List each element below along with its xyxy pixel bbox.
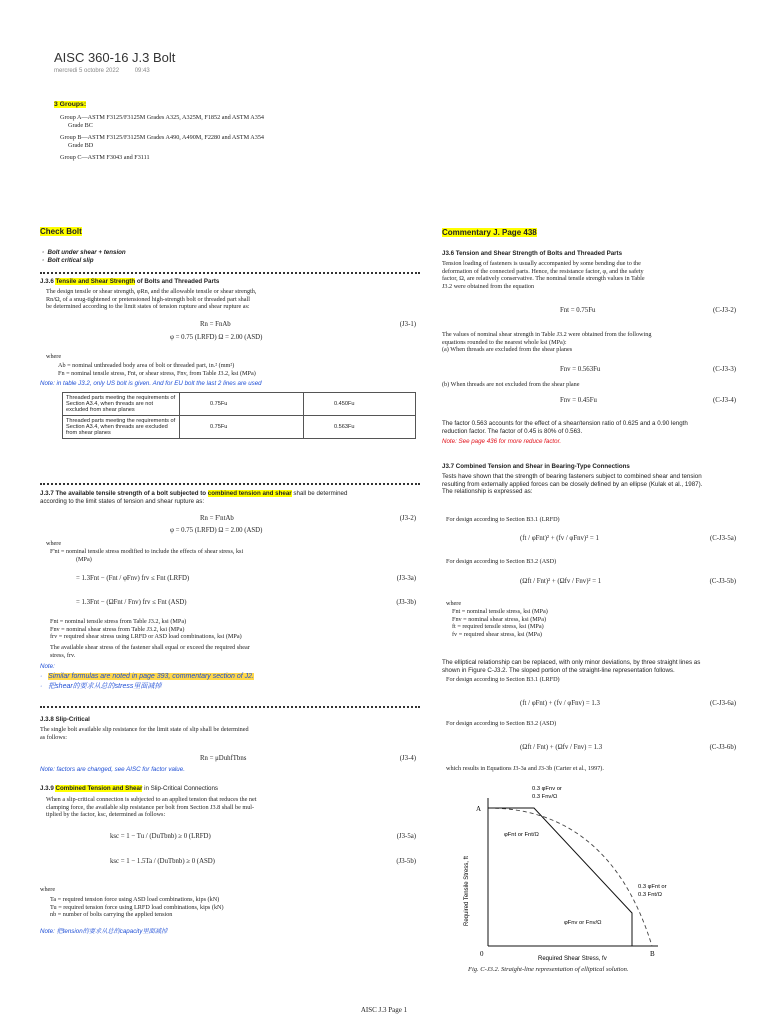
eq-j3-2: Rn = F'ntAb (200, 515, 234, 522)
check-bolt-heading: Check Bolt (40, 227, 82, 236)
note-j37-bullets: · Similar formulas are noted in page 393, commentary section of J2. · 把shear的要求从总的stress里面减掉 (40, 673, 254, 690)
label-top-1: 0.3 φFnv or (532, 786, 562, 792)
table-cell: Threaded parts meeting the requirements of Section A3.4, when threads are not excluded from shear planes (63, 393, 180, 416)
check-bolt-bullets (42, 249, 126, 264)
eq-c-j3-6b: (Ωft / Fnt) + (Ωfv / Fnv) = 1.3 (520, 744, 603, 751)
table-cell: 0.563Fu (304, 416, 416, 439)
c-j37-defs: Fnt = nominal tensile stress, ksi (MPa) Fnv = nominal shear stress, ksi (MPa) ft = required tensile stress, ksi (MPa) fv = required shear stress, ksi (MPa) (452, 608, 548, 638)
c-j36-body-2: The values of nominal shear strength in Table J3.2 were obtained from the following equations rounded to the nearest whole ksi (MPa): (a) When threads are excluded from the shear planes (442, 331, 652, 354)
j38-title: J.3.8 Slip-Critical (40, 716, 90, 723)
label-top-2: 0.3 Fnv/Ω (532, 794, 558, 800)
j37-defs: Fnt = nominal tensile stress from Table J3.2, ksi (MPa) Fnv = nominal shear stress from Table J3.2, ksi (MPa) frv = required shear stress using LRFD or ASD load combinations, ksi (MPa) (50, 618, 242, 641)
c-j36-title: J3.6 Tension and Shear Strength of Bolts and Threaded Parts (442, 250, 623, 257)
eq-c-j3-3: Fnv = 0.563Fu (560, 366, 601, 373)
eq-c-j3-5b-no: (C-J3-5b) (709, 578, 736, 585)
label-a: A (476, 805, 482, 813)
where-3: where (40, 886, 56, 893)
label-right-1: 0.3 φFnt or (638, 884, 667, 890)
j39-defs: Ta = required tension force using ASD load combinations, kips (kN) Tu = required tension force using LRFD load combinations, kips (kN) nb = number of bolts carrying the applied tension (50, 896, 224, 919)
eq-c-j3-6b-no: (C-J3-6b) (709, 744, 736, 751)
straight-line-approx (488, 808, 632, 946)
groups-heading: 3 Groups: (54, 101, 87, 108)
eq-c-j3-5b: (Ωft / Fnt)² + (Ωfv / Fnv)² = 1 (520, 578, 602, 585)
j37-intro: J.3.7 The available tensile strength of a bolt subjected to combined tension and shear shall be determined according to the limit states of tension and shear rupture as: (40, 490, 348, 505)
group-b-cont: Grade BD (68, 141, 94, 149)
asd-label-2: For design according to Section B3.2 (ASD) (446, 720, 557, 727)
eq-j3-1: Rn = FnAb (200, 321, 231, 328)
figure-caption: Fig. C-J3.2. Straight-line representation of elliptical solution. (468, 966, 629, 973)
bullet-shear-tension: · Bolt under shear + tension (42, 249, 126, 256)
bolt-stress-table (62, 392, 416, 439)
eq-c-j3-5a: (ft / φFnt)² + (fv / φFnv)² = 1 (520, 535, 599, 542)
eq-c-j3-3-no: (C-J3-3) (712, 366, 736, 373)
j36-defs: Ab = nominal unthreaded body area of bolt or threaded part, in.² (mm²) Fn = nominal tensile stress, Fnt, or shear stress, Fnv, from Table J3.2, ksi (MPa) (58, 362, 256, 377)
eq-c-j3-4: Fnv = 0.45Fu (560, 397, 597, 404)
bullet-slip: · Bolt critical slip (42, 256, 94, 264)
note-table-j32: Note: in table J3.2, only US bolt is given. And for EU bolt the last 2 lines are used (40, 380, 262, 387)
note-j38: Note: factors are changed, see AISC for factor value. (40, 766, 185, 773)
j36-title: J.3.6 Tensile and Shear Strength of Bolts and Threaded Parts (40, 278, 220, 285)
eq-j3-3a-no: (J3-3a) (396, 575, 416, 582)
c-result-text: which results in Equations J3-3a and J3-3b (Carter et al., 1997). (446, 765, 604, 772)
separator-2 (40, 483, 420, 485)
c-factor-text: The factor 0.563 accounts for the effect of a shear/tension ratio of 0.625 and a 0.90 length reduction factor. The factor of 0.45 is 80% of 0.563. (442, 420, 688, 435)
where-1: where (46, 353, 62, 360)
eq-j3-3b: = 1.3Fnt − (ΩFnt / Fnv) frv ≤ Fnt (ASD) (76, 599, 187, 606)
eq-j3-3b-no: (J3-3b) (396, 599, 416, 606)
eq-j3-4: Rn = μDuhfTbns (200, 755, 247, 762)
j39-title: J.3.9 Combined Tension and Shear in Slip-Critical Connections (40, 785, 219, 792)
groups-list (60, 114, 380, 162)
label-origin: 0 (480, 950, 484, 958)
lrfd-label-2: For design according to Section B3.1 (LRFD) (446, 676, 560, 683)
eq-j3-5a-no: (J3-5a) (396, 833, 416, 840)
c-elliptical-text: The elliptical relationship can be replaced, with only minor deviations, by three straight lines as shown in Figure C-J3.2. The sloped portion of the straight-line representation follows. (442, 659, 701, 674)
group-b: Group B—ASTM F3125/F3125M Grades A490, A490M, F2280 and ASTM A354 (60, 134, 265, 142)
eq-c-j3-2-no: (C-J3-2) (712, 307, 736, 314)
page-date (54, 68, 150, 74)
page-title: AISC 360-16 J.3 Bolt (54, 50, 176, 65)
eq-j3-1-factors: φ = 0.75 (LRFD) Ω = 2.00 (ASD) (170, 334, 263, 341)
eq-j3-4-no: (J3-4) (399, 755, 416, 762)
eq-j3-2-no: (J3-2) (399, 515, 416, 522)
eq-c-j3-5a-no: (C-J3-5a) (709, 535, 736, 542)
j39-body: When a slip-critical connection is subjected to an applied tension that reduces the net clamping force, the available slip resistance per bolt from Section J3.8 shall be mul- tiplied by the factor, ksc, determined as follows: (46, 796, 257, 819)
eq-j3-5a: ksc = 1 − Tu / (DuTbnb) ≥ 0 (LRFD) (110, 833, 211, 840)
eq-j3-3a: = 1.3Fnt − (Fnt / φFnv) frv ≤ Fnt (LRFD) (76, 575, 190, 582)
note-j39: Note: 把tension的要求从总的capacity里面减掉 (40, 928, 168, 935)
note-j37-bullet-1: Similar formulas are noted in page 393, commentary section of J2. (48, 673, 254, 680)
eq-j3-5b-no: (J3-5b) (396, 858, 416, 865)
eq-j3-1-no: (J3-1) (399, 321, 416, 328)
date-text: mercredi 5 octobre 2022 (54, 68, 120, 74)
asd-label: For design according to Section B3.2 (ASD) (446, 558, 557, 565)
y-axis-label: Required Tensile Stress, ft (464, 856, 470, 926)
c-j37-body: Tests have shown that the strength of bearing fasteners subject to combined shear and tension resulting from externally applied forces can be closely defined by an ellipse (Kulak et al., 1987). The relationship is expressed as: (442, 473, 703, 496)
note-j37: Note: (40, 663, 55, 670)
page-footer: AISC J.3 Page 1 (360, 1006, 408, 1014)
table-cell: 0.450Fu (304, 393, 416, 416)
label-right-2: 0.3 Fnt/Ω (638, 892, 662, 898)
table-cell: Threaded parts meeting the requirements of Section A3.4, when threads are excluded from shear planes (63, 416, 180, 439)
label-left: φFnt or Fnt/Ω (504, 832, 539, 838)
eq-c-j3-6a-no: (C-J3-6a) (709, 700, 736, 707)
note-j37-bullet-2: 把shear的要求从总的stress里面减掉 (48, 683, 162, 690)
eq-c-j3-4-no: (C-J3-4) (712, 397, 736, 404)
group-a: Group A—ASTM F3125/F3125M Grades A325, A325M, F1852 and ASTM A354 (60, 114, 265, 121)
eq-c-j3-6a: (ft / φFnt) + (fv / φFnv) = 1.3 (520, 700, 600, 707)
label-bottom: φFnv or Fnv/Ω (564, 920, 602, 926)
eq-c-j3-2: Fnt = 0.75Fu (560, 307, 596, 314)
time-text: 09:43 (134, 68, 150, 74)
where-2: where (46, 540, 62, 547)
note-reduce-factor: Note: See page 436 for more reduce factor. (442, 438, 562, 445)
c-j36-body-3: (b) When threads are not excluded from the shear plane (442, 381, 580, 388)
table-cell: 0.75Fu (180, 393, 304, 416)
table-row (63, 393, 416, 416)
commentary-heading: Commentary J. Page 438 (442, 228, 537, 237)
group-c: Group C—ASTM F3043 and F3111 (60, 154, 150, 162)
c-j37-title: J3.7 Combined Tension and Shear in Bearing-Type Connections (442, 463, 630, 470)
j36-body: The design tensile or shear strength, φRn, and the allowable tensile or shear strength, Rn/Ω, of a snug-tightened or pretensioned high-strength bolt or threaded part shall be determined according to the limit states of tension rupture and shear rupture as: (46, 288, 257, 311)
where-c: where (446, 600, 462, 607)
table-cell: 0.75Fu (180, 416, 304, 439)
interaction-diagram (452, 778, 692, 968)
lrfd-label: For design according to Section B3.1 (LRFD) (446, 516, 560, 523)
group-a-cont: Grade BC (68, 121, 93, 129)
separator-1 (40, 272, 420, 274)
table-row (63, 416, 416, 439)
label-b: B (650, 950, 655, 958)
eq-j3-5b: ksc = 1 − 1.5Ta / (DuTbnb) ≥ 0 (ASD) (110, 858, 215, 865)
x-axis-label: Required Shear Stress, fv (538, 956, 607, 962)
c-j36-body: Tension loading of fasteners is usually accompanied by some bending due to the deformation of the connected parts. Hence, the resistance factor, φ, and the safety factor, Ω, are relatively conservative. The nominal tensile strength values in Table J3.2 were obtained from the equation (442, 260, 645, 290)
j38-body: The single bolt available slip resistance for the limit state of slip shall be determined as follows: (40, 726, 249, 741)
separator-3 (40, 706, 420, 708)
j37-fnt-def: F'nt = nominal tensile stress modified to include the effects of shear stress, ksi (MPa) (50, 548, 244, 563)
j37-avail: The available shear stress of the fastener shall equal or exceed the required shear stress, frv. (50, 644, 250, 659)
eq-j3-2-factors: φ = 0.75 (LRFD) Ω = 2.00 (ASD) (170, 527, 263, 534)
